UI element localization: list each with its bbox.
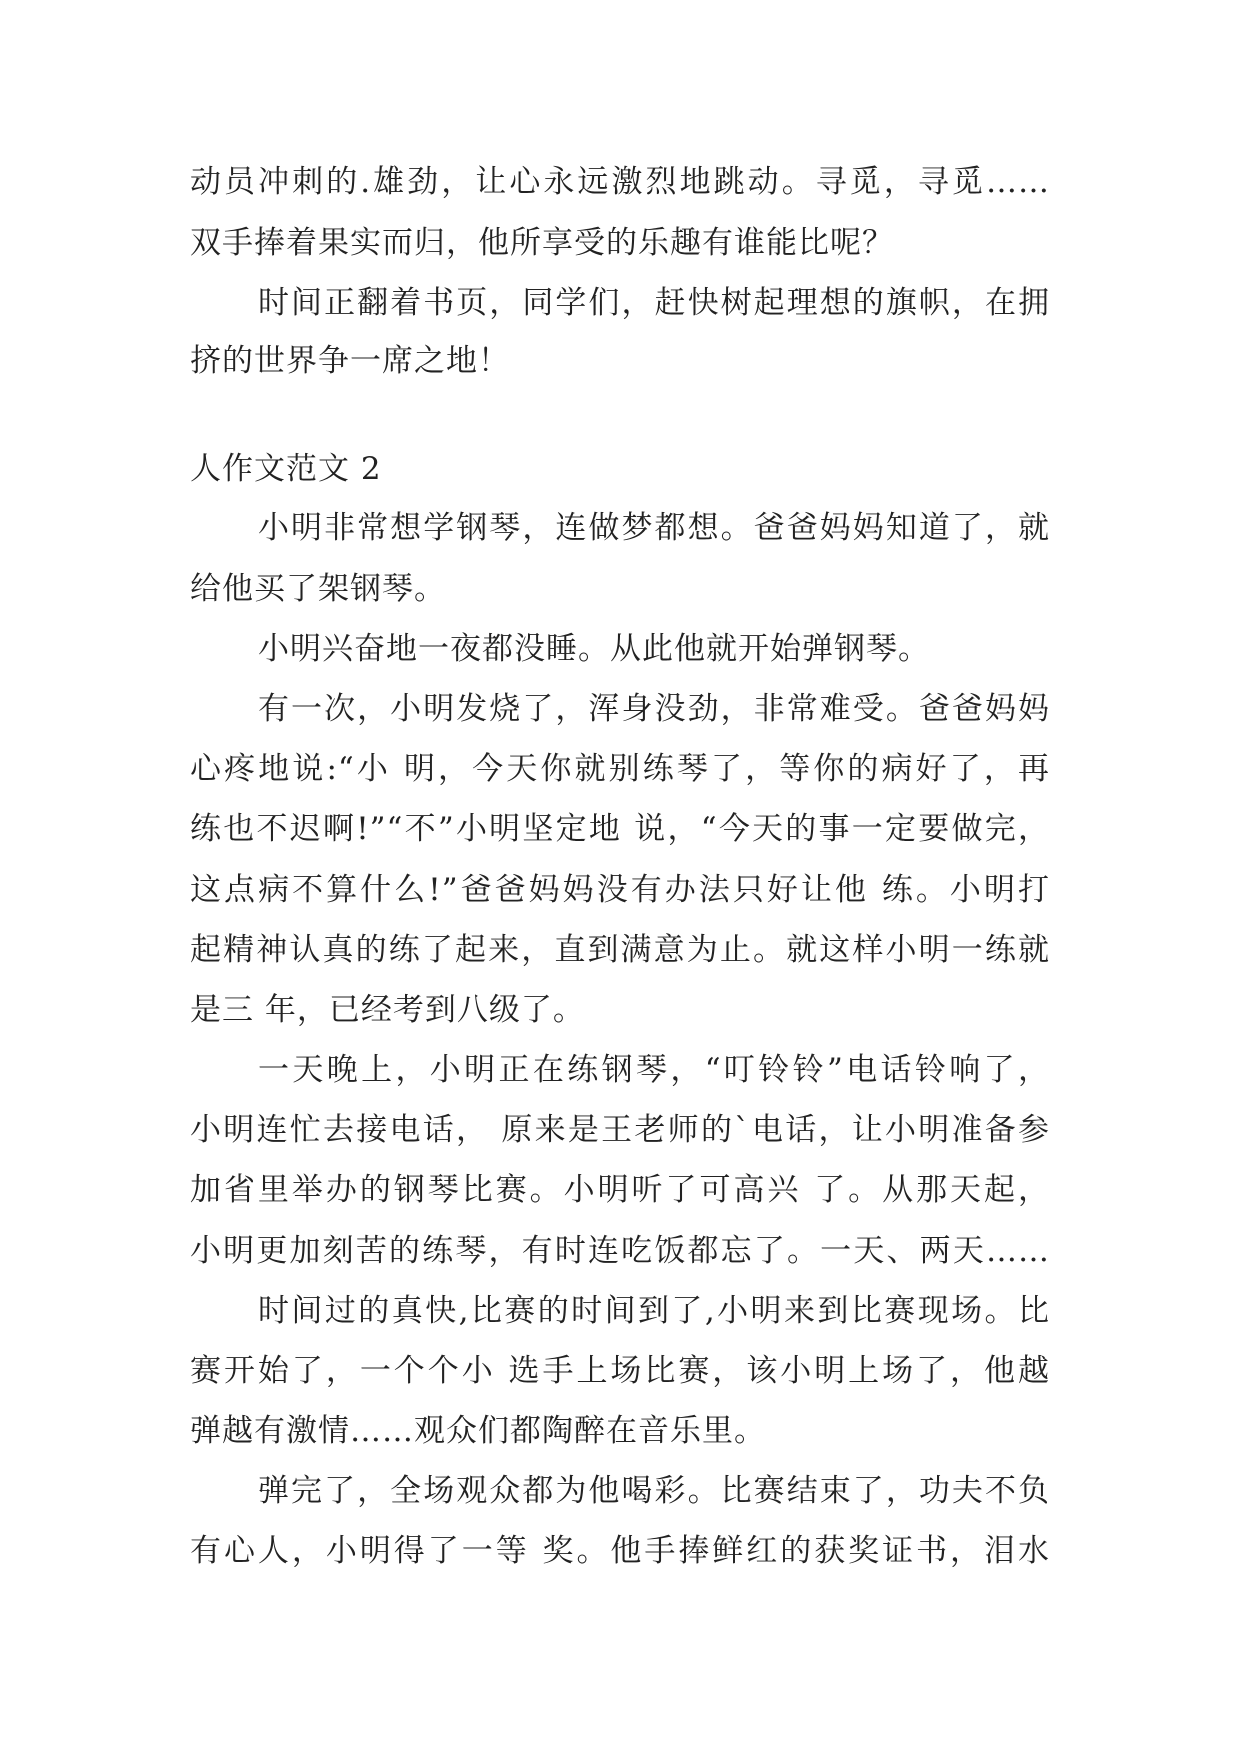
- text-line: 是三 年，已经考到八级了。: [190, 992, 585, 1028]
- text-line: 小明更加刻苦的练琴，有时连吃饭都忘了。一天、两天……: [190, 1233, 1050, 1269]
- text-line: 时间正翻着书页，同学们，赶快树起理想的旗帜，在拥: [258, 285, 1050, 321]
- text-line: 时间过的真快,比赛的时间到了,小明来到比赛现场。比: [258, 1293, 1050, 1329]
- text-line: 有心人，小明得了一等 奖。他手捧鲜红的获奖证书，泪水: [190, 1533, 1050, 1569]
- text-line: 弹越有激情……观众们都陶醉在音乐里。: [190, 1413, 766, 1449]
- text-line: 双手捧着果实而归，他所享受的乐趣有谁能比呢？: [190, 225, 894, 261]
- text-line: 起精神认真的练了起来，直到满意为止。就这样小明一练就: [190, 932, 1050, 968]
- text-line: 练也不迟啊!”“不”小明坚定地 说，“今天的事一定要做完，: [190, 811, 1050, 847]
- text-line: 有一次，小明发烧了，浑身没劲，非常难受。爸爸妈妈: [258, 691, 1050, 727]
- text-line: 小明连忙去接电话， 原来是王老师的`电话，让小明准备参: [190, 1112, 1050, 1148]
- text-line: 小明非常想学钢琴，连做梦都想。爸爸妈妈知道了，就: [258, 510, 1050, 546]
- text-line: 赛开始了，一个个小 选手上场比赛，该小明上场了，他越: [190, 1353, 1050, 1389]
- section-heading: 人作文范文 2: [190, 451, 382, 487]
- text-line: 给他买了架钢琴。: [190, 571, 446, 607]
- text-line: 一天晚上，小明正在练钢琴，“叮铃铃”电话铃响了，: [258, 1052, 1050, 1088]
- text-line: 加省里举办的钢琴比赛。小明听了可高兴 了。从那天起，: [190, 1172, 1050, 1208]
- text-line: 心疼地说:“小 明，今天你就别练琴了，等你的病好了，再: [190, 751, 1050, 787]
- text-line: 小明兴奋地一夜都没睡。从此他就开始弹钢琴。: [258, 631, 930, 667]
- text-line: 挤的世界争一席之地！: [190, 343, 510, 379]
- text-line: 这点病不算什么!”爸爸妈妈没有办法只好让他 练。小明打: [190, 872, 1050, 908]
- text-line: 动员冲刺的.雄劲，让心永远激烈地跳动。寻觅，寻觅……: [190, 164, 1050, 200]
- text-line: 弹完了，全场观众都为他喝彩。比赛结束了，功夫不负: [258, 1473, 1050, 1509]
